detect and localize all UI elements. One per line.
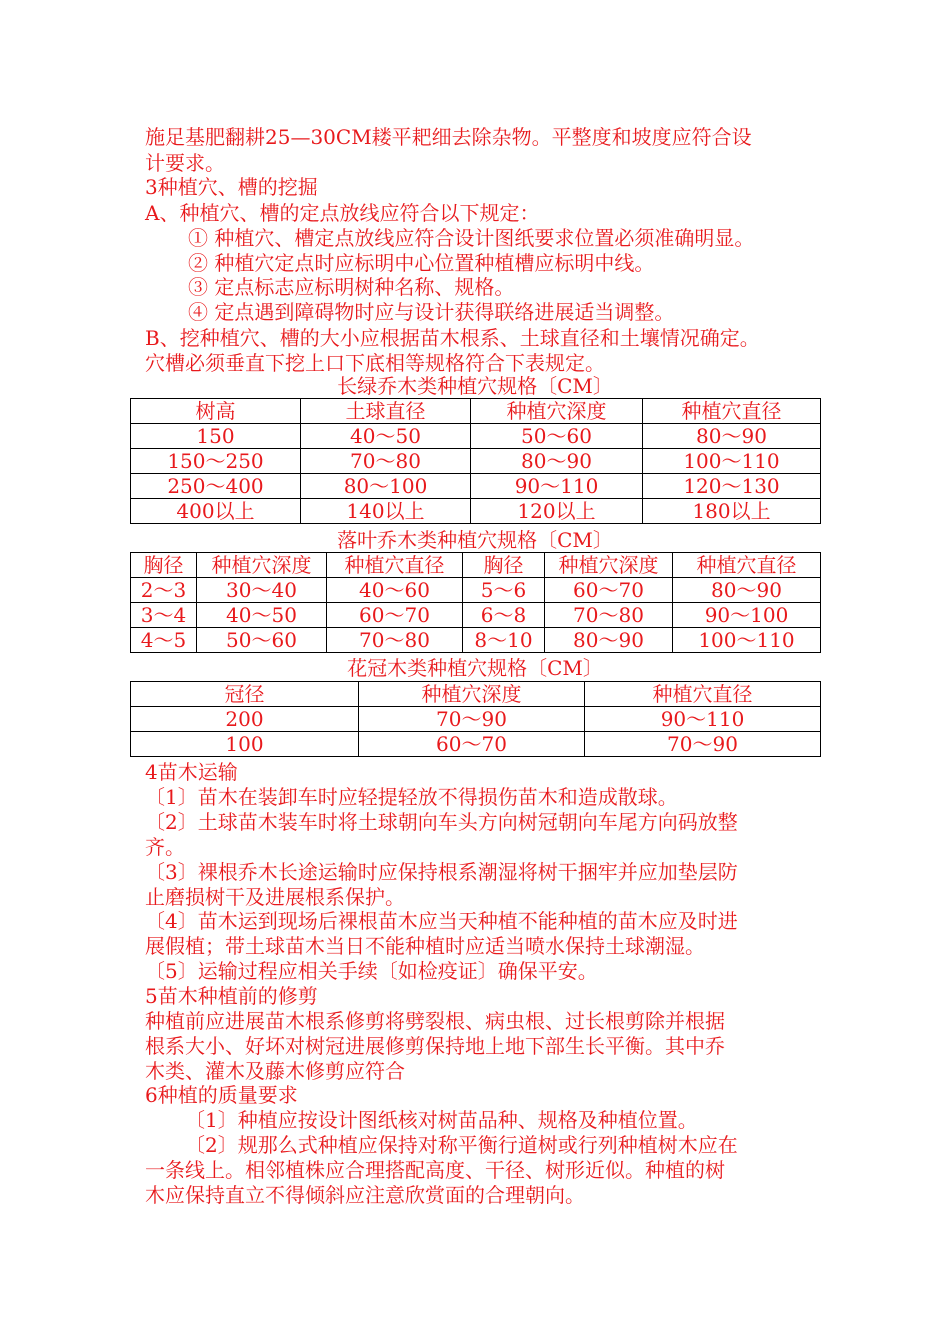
table-evergreen [130,398,821,524]
header-cell: 胸径 [131,553,197,578]
text-line: 种植前应进展苗木根系修剪将劈裂根、病虫根、过长根剪除并根据 [145,1009,725,1033]
table-row [131,732,821,757]
table-cell: 100～110 [643,449,821,474]
list-item: ④ 定点遇到障碍物时应与设计获得联络进展适当调整。 [188,300,675,324]
section-heading-3: 3种植穴、槽的挖掘 [145,175,318,199]
list-item: 〔5〕运输过程应相关手续〔如检疫证〕确保平安。 [145,959,598,983]
table-cell: 120～130 [643,474,821,499]
text-line: 展假植；带土球苗木当日不能种植时应适当喷水保持土球潮湿。 [145,934,705,958]
list-item: ③ 定点标志应标明树种名称、规格。 [188,275,515,299]
table2-caption: 落叶乔木类种植穴规格〔CM〕 [337,528,613,552]
table-row [131,449,821,474]
table-cell: 30～40 [197,578,327,603]
text-line: 止磨损树干及进展根系保护。 [145,885,405,909]
text-line: 计要求。 [145,151,225,175]
header-cell: 种植穴直径 [585,682,821,707]
header-cell: 种植穴深度 [197,553,327,578]
table-cell: 40～50 [197,603,327,628]
header-cell: 种植穴深度 [359,682,585,707]
table-row [131,603,821,628]
table-cell: 8～10 [463,628,545,653]
table-cell: 400以上 [131,499,301,524]
table-cell: 150～250 [131,449,301,474]
table-cell: 80～90 [471,449,643,474]
table-cell: 200 [131,707,359,732]
list-item: ② 种植穴定点时应标明中心位置种植槽应标明中线。 [188,251,655,275]
header-cell: 种植穴直径 [643,399,821,424]
text-line: 施足基肥翻耕25—30CM耧平耙细去除杂物。平整度和坡度应符合设 [145,125,752,149]
table-cell: 3～4 [131,603,197,628]
table-row [131,474,821,499]
text-line: 齐。 [145,835,185,859]
table-cell: 50～60 [471,424,643,449]
text-line: 木类、灌木及藤木修剪应符合 [145,1059,405,1083]
table-header-row [131,553,821,578]
table-cell: 90～100 [673,603,821,628]
table-cell: 70～80 [545,603,673,628]
header-cell: 土球直径 [301,399,471,424]
header-cell: 种植穴深度 [471,399,643,424]
list-item: 〔2〕规那么式种植应保持对称平衡行道树或行列种植树木应在 [185,1133,738,1157]
table-cell: 80～100 [301,474,471,499]
table-header-row [131,399,821,424]
section-heading-4: 4苗木运输 [145,760,238,784]
header-cell: 种植穴直径 [673,553,821,578]
table-cell: 80～90 [643,424,821,449]
table-cell: 250～400 [131,474,301,499]
table-cell: 70～90 [585,732,821,757]
table-row [131,578,821,603]
table-cell: 140以上 [301,499,471,524]
header-cell: 树高 [131,399,301,424]
table-cell: 40～50 [301,424,471,449]
list-item: 〔1〕种植应按设计图纸核对树苗品种、规格及种植位置。 [185,1108,698,1132]
section-heading-6: 6种植的质量要求 [145,1083,298,1107]
table-cell: 6～8 [463,603,545,628]
text-line: 穴槽必须垂直下挖上口下底相等规格符合下表规定。 [145,351,605,375]
list-item: 〔1〕苗木在装卸车时应轻提轻放不得损伤苗木和造成散球。 [145,785,678,809]
table-row [131,499,821,524]
table-cell: 70～80 [327,628,463,653]
text-line: 一条线上。相邻植株应合理搭配高度、干径、树形近似。种植的树 [145,1158,725,1182]
table1-caption: 长绿乔木类种植穴规格〔CM〕 [337,374,613,398]
section-heading-5: 5苗木种植前的修剪 [145,984,318,1008]
table-cell: 80～90 [545,628,673,653]
table-cell: 50～60 [197,628,327,653]
table-deciduous [130,552,821,653]
list-item: 〔2〕土球苗木装车时将土球朝向车头方向树冠朝向车尾方向码放整 [145,810,738,834]
list-item: 〔3〕裸根乔木长途运输时应保持根系潮湿将树干捆牢并应加垫层防 [145,860,738,884]
list-item: ① 种植穴、槽定点放线应符合设计图纸要求位置必须准确明显。 [188,226,755,250]
text-line: 根系大小、好坏对树冠进展修剪保持地上地下部生长平衡。其中乔 [145,1034,725,1058]
table-cell: 80～90 [673,578,821,603]
header-cell: 种植穴深度 [545,553,673,578]
table-cell: 60～70 [327,603,463,628]
table-cell: 60～70 [359,732,585,757]
table-cell: 120以上 [471,499,643,524]
table-cell: 40～60 [327,578,463,603]
text-line: A、种植穴、槽的定点放线应符合以下规定： [145,201,540,225]
table-cell: 100～110 [673,628,821,653]
header-cell: 种植穴直径 [327,553,463,578]
table-row [131,424,821,449]
header-cell: 胸径 [463,553,545,578]
table-row [131,707,821,732]
table-cell: 2～3 [131,578,197,603]
table-cell: 4～5 [131,628,197,653]
table-cell: 60～70 [545,578,673,603]
table-cell: 90～110 [471,474,643,499]
table-cell: 90～110 [585,707,821,732]
table3-caption: 花冠木类种植穴规格〔CM〕 [347,656,603,680]
table-cell: 100 [131,732,359,757]
table-row [131,628,821,653]
header-cell: 冠径 [131,682,359,707]
table-cell: 180以上 [643,499,821,524]
table-cell: 70～90 [359,707,585,732]
table-header-row [131,682,821,707]
text-line: B、挖种植穴、槽的大小应根据苗木根系、土球直径和土壤情况确定。 [145,326,760,350]
text-line: 木应保持直立不得倾斜应注意欣赏面的合理朝向。 [145,1183,585,1207]
table-cell: 5～6 [463,578,545,603]
list-item: 〔4〕苗木运到现场后裸根苗木应当天种植不能种植的苗木应及时进 [145,909,738,933]
table-cell: 150 [131,424,301,449]
table-cell: 70～80 [301,449,471,474]
table-flowering [130,681,821,757]
